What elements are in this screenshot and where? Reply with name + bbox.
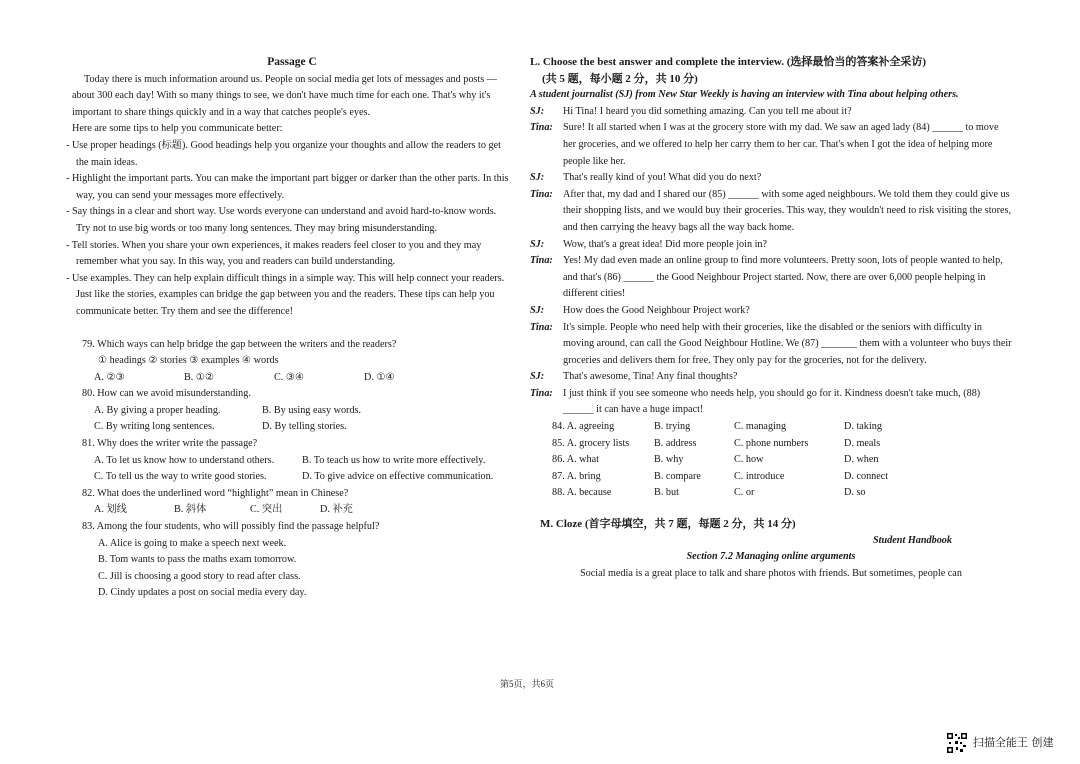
option[interactable]: D. taking (844, 421, 882, 433)
option[interactable]: B. To teach us how to write more effectively. (302, 454, 486, 466)
tips-intro: Here are some tips to help you communicate better: (72, 123, 283, 135)
question-81-options-2 (72, 469, 512, 486)
option[interactable]: B. address (654, 437, 697, 449)
option[interactable]: C. 突出 (250, 504, 283, 516)
cloze-text: Social media is a great place to talk and share photos with friends. But sometimes, people can (580, 567, 962, 579)
option[interactable]: A. By giving a proper heading. (94, 404, 221, 416)
option[interactable]: C. introduce (734, 470, 785, 482)
dialogue-line: Tina: Yes! My dad even made an online group to find more volunteers. Pretty soon, lots of people wanted to help, and that's (86) ______ the Good Neighbour Project started. Now, there are over 6,000 people helping in different cities! (530, 255, 1003, 300)
question-79-items: ① headings ② stories ③ examples ④ words (98, 355, 279, 367)
option[interactable]: D. Cindy updates a post on social media every day. (98, 587, 307, 599)
question-80-options-1 (72, 403, 512, 420)
option[interactable]: 85. A. grocery lists (552, 437, 630, 449)
choice-row-85 (530, 436, 1012, 453)
option[interactable]: A. To let us know how to understand others. (94, 454, 275, 466)
option[interactable]: D. By telling stories. (262, 421, 347, 433)
dialogue-line: SJ: Hi Tina! I heard you did something amazing. Can you tell me about it? (530, 105, 852, 117)
dialogue-line: Tina: After that, my dad and I shared our (85) ______ with some aged neighbours. We told them they could give us their shopping lists, and we would buy their groceries. This way, they wouldn't need to risk visiting the stores, and then carrying the heavy bags all the way back home. (530, 188, 1012, 233)
interview-column (530, 54, 1012, 582)
option[interactable]: B. 斜体 (174, 504, 207, 516)
option[interactable]: D. ①④ (364, 371, 395, 383)
section-heading: Section 7.2 Managing online arguments (686, 551, 856, 563)
dialogue-line: SJ: Wow, that's a great idea! Did more people join in? (530, 238, 768, 250)
option[interactable]: B. but (654, 487, 679, 499)
option[interactable]: C. Jill is choosing a good story to read after class. (98, 570, 301, 582)
choice-row-88 (530, 485, 1012, 502)
dialogue-line: Tina: Sure! It all started when I was at the grocery store with my dad. We saw an aged lady (84) ______ to move her groceries, and we offered to help her carry them to her car. That's when I got the idea of helping more people like her. (530, 122, 999, 167)
question-82: 82. What does the underlined word “highlight” mean in Chinese? (82, 487, 349, 499)
question-81: 81. Why does the writer write the passage? (82, 438, 258, 450)
option[interactable]: D. connect (844, 470, 889, 482)
option[interactable]: C. how (734, 454, 764, 466)
option[interactable]: D. meals (844, 437, 881, 449)
dialogue-line: Tina: I just think if you see someone who needs help, you should go for it. Kindness doesn't take much, (88) ______ it can have a huge impact! (530, 387, 981, 416)
brand-text: 扫描全能王 创建 (973, 735, 1054, 749)
interview-intro: A student journalist (SJ) from New Star Weekly is having an interview with Tina about helping others. (530, 89, 959, 101)
question-80-options-2 (72, 419, 512, 436)
option[interactable]: 84. A. agreeing (552, 421, 615, 433)
section-m-title: M. Cloze (首字母填空，共 7 题，每题 2 分，共 14 分) (540, 518, 796, 531)
option[interactable]: B. trying (654, 421, 691, 433)
choice-row-84 (530, 419, 1012, 436)
dialogue-line: SJ: That's really kind of you! What did you do next? (530, 172, 762, 184)
dialogue-line: Tina: It's simple. People who need help with their groceries, like the disabled or the seniors with difficulty in moving around, can call the Good Neighbour Hotline. We (87) _______ them with a volunteer who buys their groceries and delivers them for free. They only pay for the groceries, not for the delivery. (530, 321, 1012, 366)
choice-row-86 (530, 452, 1012, 469)
option[interactable]: B. By using easy words. (262, 404, 362, 416)
option[interactable]: B. ①② (184, 371, 215, 383)
dialogue-line: SJ: That's awesome, Tina! Any final thoughts? (530, 371, 738, 383)
tip-examples: - Use examples. They can help explain difficult things in a simple way. This will help connect your readers. Just like the stories, examples can bridge the gap between you and the readers. These tips can help you communicate better. Try them and see the difference! (66, 272, 505, 317)
option[interactable]: B. compare (654, 470, 701, 482)
option[interactable]: 88. A. because (552, 487, 612, 499)
option[interactable]: 86. A. what (552, 454, 599, 466)
tip-clear: - Say things in a clear and short way. Use words everyone can understand and avoid hard-to-know words. Try not to use big words or too many long sentences. They may bring misunderstanding. (66, 206, 497, 234)
passage-intro: Today there is much information around us. People on social media get lots of messages and posts — about 300 each day! With so many things to see, we don't have much time for each one. That's why it's important to share things quickly and in a way that catches people's eyes. (72, 73, 497, 118)
option[interactable]: A. ②③ (94, 371, 125, 383)
option[interactable]: C. managing (734, 421, 787, 433)
option[interactable]: C. To tell us the way to write good stories. (94, 471, 267, 483)
question-79: 79. Which ways can help bridge the gap between the writers and the readers? (82, 338, 397, 350)
option[interactable]: 87. A. bring (552, 470, 601, 482)
qr-code-icon (946, 732, 968, 754)
option[interactable]: D. To give advice on effective communication. (302, 471, 494, 483)
question-82-options (72, 502, 512, 519)
tip-headings: - Use proper headings (标题). Good headings help you organize your thoughts and allow the readers to get the main ideas. (66, 139, 501, 168)
option[interactable]: D. so (844, 487, 866, 499)
question-81-options-1 (72, 453, 512, 470)
choice-row-87 (530, 469, 1012, 486)
option[interactable]: B. Tom wants to pass the maths exam tomorrow. (98, 554, 297, 566)
option[interactable]: D. when (844, 454, 879, 466)
question-79-options (72, 370, 512, 387)
passage-title: Passage C (267, 56, 317, 68)
option[interactable]: A. Alice is going to make a speech next week. (98, 537, 287, 549)
section-l-subtitle: (共 5 题，每小题 2 分，共 10 分) (542, 72, 698, 85)
page-number: 第5页，共6页 (500, 679, 555, 689)
passage-c-column (66, 54, 512, 602)
option[interactable]: C. By writing long sentences. (94, 421, 215, 433)
option[interactable]: C. ③④ (274, 371, 305, 383)
handbook-title: Student Handbook (873, 534, 952, 546)
section-l-title: L. Choose the best answer and complete the interview. (选择最恰当的答案补全采访) (530, 56, 927, 68)
scanner-watermark (946, 732, 1054, 754)
option[interactable]: A. 划线 (94, 504, 127, 516)
tip-highlight: - Highlight the important parts. You can make the important part bigger or darker than the other parts. In this way, you can send your messages more effectively. (66, 173, 509, 201)
option[interactable]: C. phone numbers (734, 437, 809, 449)
question-83: 83. Among the four students, who will possibly find the passage helpful? (82, 521, 380, 533)
option[interactable]: C. or (734, 487, 755, 499)
option[interactable]: D. 补充 (320, 504, 353, 516)
dialogue-line: SJ: How does the Good Neighbour Project work? (530, 304, 750, 316)
tip-stories: - Tell stories. When you share your own experiences, it makes readers feel closer to you and they may remember what you say. In this way, you and readers can build understanding. (66, 239, 482, 268)
option[interactable]: B. why (654, 454, 684, 466)
question-80: 80. How can we avoid misunderstanding. (82, 388, 251, 400)
